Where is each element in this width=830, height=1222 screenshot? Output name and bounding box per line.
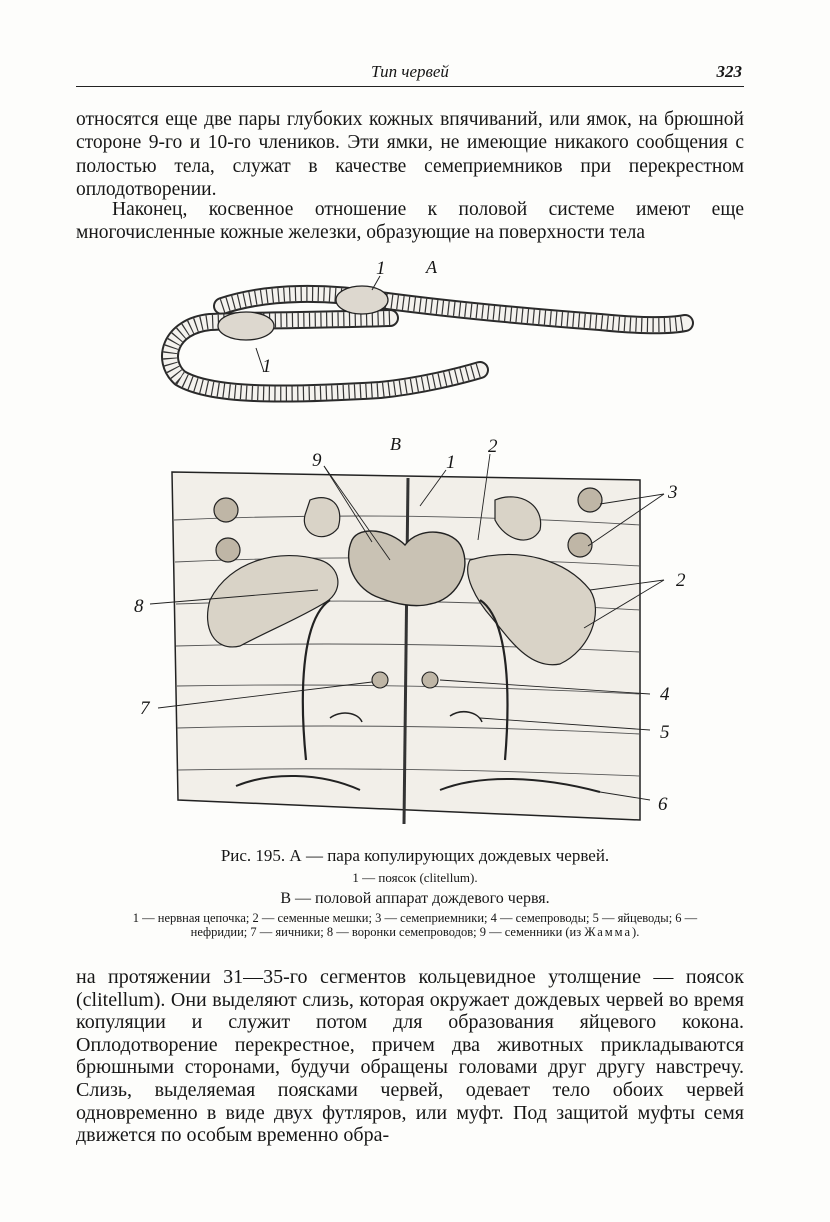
figure-a-number-1-bottom: 1 [262, 356, 272, 377]
figure-b-number-4: 4 [660, 684, 670, 705]
figure-b-number-6: 6 [658, 794, 668, 815]
figure-b-dissection [150, 454, 664, 824]
figure-b-number-1: 1 [446, 452, 456, 473]
page-number: 323 [716, 62, 742, 81]
figure-b-number-2-right: 2 [676, 570, 686, 591]
figure-a-number-1-top: 1 [376, 258, 386, 279]
figure-caption: Рис. 195. А — пара копулирующих дождевых червей. [220, 846, 610, 865]
figure-caption-sub: 1 — поясок (clitellum). [352, 870, 478, 885]
figure-b-number-8: 8 [134, 596, 144, 617]
figure-b-number-3: 3 [668, 482, 678, 503]
paragraph-1: относятся еще две пары глубоких кожных впячиваний, или ямок, на брюшной стороне 9-го и 10-го члеников. Эти ямки, не имеющие никакого сообщения с полостью тела, служат в качестве семеприемников при перекрестном оплодотворении. [76, 109, 744, 201]
figure-b-label: В [390, 434, 401, 454]
figure-caption-b: В — половой аппарат дождевого червя. [280, 890, 550, 907]
figure-legend [110, 911, 720, 939]
figure-a-label: А [426, 257, 437, 277]
figure-a-worms [170, 276, 685, 394]
figure-legend-end: ). [632, 925, 640, 939]
figure-legend-author: Жамма [584, 925, 633, 939]
figure-b-number-5: 5 [660, 722, 670, 743]
figure-b-number-9: 9 [312, 450, 322, 471]
figure-b-number-7: 7 [140, 698, 150, 719]
running-head-title: Тип червей [371, 62, 449, 81]
paragraph-2: Наконец, косвенное отношение к половой системе имеют еще многочисленные кожные железки, образующие на поверхности тела [76, 199, 744, 244]
figure-legend-text: 1 — нервная цепочка; 2 — семенные мешки; 3 — семеприемники; 4 — семепроводы; 5 — яйцеводы; 6 — нефридии; 7 — яичники; 8 — воронки семепроводов; 9 — семенники (из [132, 911, 698, 939]
figure-b-number-2-top: 2 [488, 436, 498, 457]
paragraph-3: на протяжении 31—35-го сегментов кольцевидное утолщение — поясок (clitellum). Они выделяют слизь, которая окружает дождевых червей во время копуляции и служит потом для образования яйцевого кокона. Оплодотворение перекрестное, причем два животных прикладываются брюшными сторонами, будучи обращены головами друг другу навстречу. Слизь, выделяемая поясками червей, одевает тело обоих червей одновременно в виде двух футляров, или муфт. Под защитой муфты семя движется по особым временно обра- [76, 966, 744, 1147]
